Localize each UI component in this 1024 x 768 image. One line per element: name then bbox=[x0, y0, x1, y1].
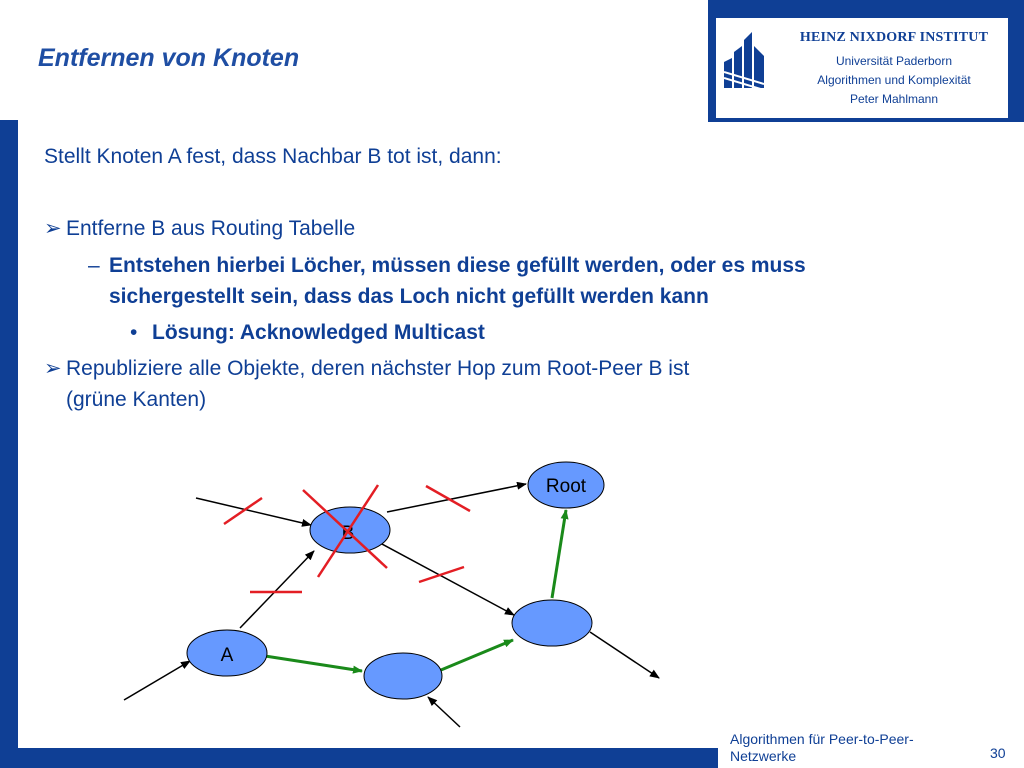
sub-bullet-line-2: sichergestellt sein, dass das Loch nicht gefüllt werden kann bbox=[109, 285, 709, 308]
edge-in-to-a bbox=[124, 661, 190, 700]
node-middle bbox=[364, 653, 442, 699]
edge-green-middle-to-right bbox=[441, 640, 513, 670]
node-right bbox=[512, 600, 592, 646]
edge-green-a-to-middle bbox=[265, 656, 362, 671]
edge-b-to-root bbox=[387, 484, 526, 512]
university-name: Universität Paderborn bbox=[835, 54, 953, 68]
bullet-marker-2: ➢ bbox=[44, 357, 62, 380]
node-root-label: Root bbox=[545, 476, 587, 497]
slide-title: Entfernen von Knoten bbox=[38, 44, 300, 72]
edge-a-to-b bbox=[240, 551, 314, 628]
solution-text: Lösung: Acknowledged Multicast bbox=[152, 321, 485, 344]
cross-mark-root-edge bbox=[426, 486, 470, 511]
author-name: Peter Mahlmann bbox=[849, 92, 939, 106]
dot-marker: • bbox=[130, 321, 138, 344]
edge-in-to-b bbox=[196, 498, 311, 525]
course-title-line-2: Netzwerke bbox=[730, 748, 797, 764]
bullet-1-text: Entferne B aus Routing Tabelle bbox=[66, 217, 356, 240]
bullet-marker-1: ➢ bbox=[44, 217, 62, 240]
department-name: Algorithmen und Komplexität bbox=[817, 73, 971, 87]
page-number: 30 bbox=[990, 745, 1006, 761]
edge-bottom-to-middle-node bbox=[428, 697, 460, 727]
bullet-2-line-1: Republiziere alle Objekte, deren nächster Hop zum Root-Peer B ist bbox=[66, 357, 690, 380]
node-a-label: A bbox=[220, 645, 234, 666]
cross-mark-right-edge bbox=[419, 567, 464, 582]
institute-name: HEINZ NIXDORF INSTITUT bbox=[799, 30, 989, 45]
dash-marker: – bbox=[88, 254, 100, 277]
edge-green-right-to-root bbox=[552, 510, 566, 598]
sub-bullet-line-1: Entstehen hierbei Löcher, müssen diese gefüllt werden, oder es muss bbox=[109, 254, 806, 277]
cross-mark-incoming-edge bbox=[224, 498, 262, 524]
course-title bbox=[730, 731, 950, 765]
bullet-2-line-2: (grüne Kanten) bbox=[66, 388, 207, 411]
edge-right-node-out bbox=[590, 632, 659, 678]
edge-b-to-right-node bbox=[380, 543, 514, 615]
node-b-label: B bbox=[341, 523, 355, 544]
intro-text: Stellt Knoten A fest, dass Nachbar B tot ist, dann: bbox=[44, 145, 502, 168]
course-title-line-1: Algorithmen für Peer-to-Peer- bbox=[730, 731, 914, 747]
